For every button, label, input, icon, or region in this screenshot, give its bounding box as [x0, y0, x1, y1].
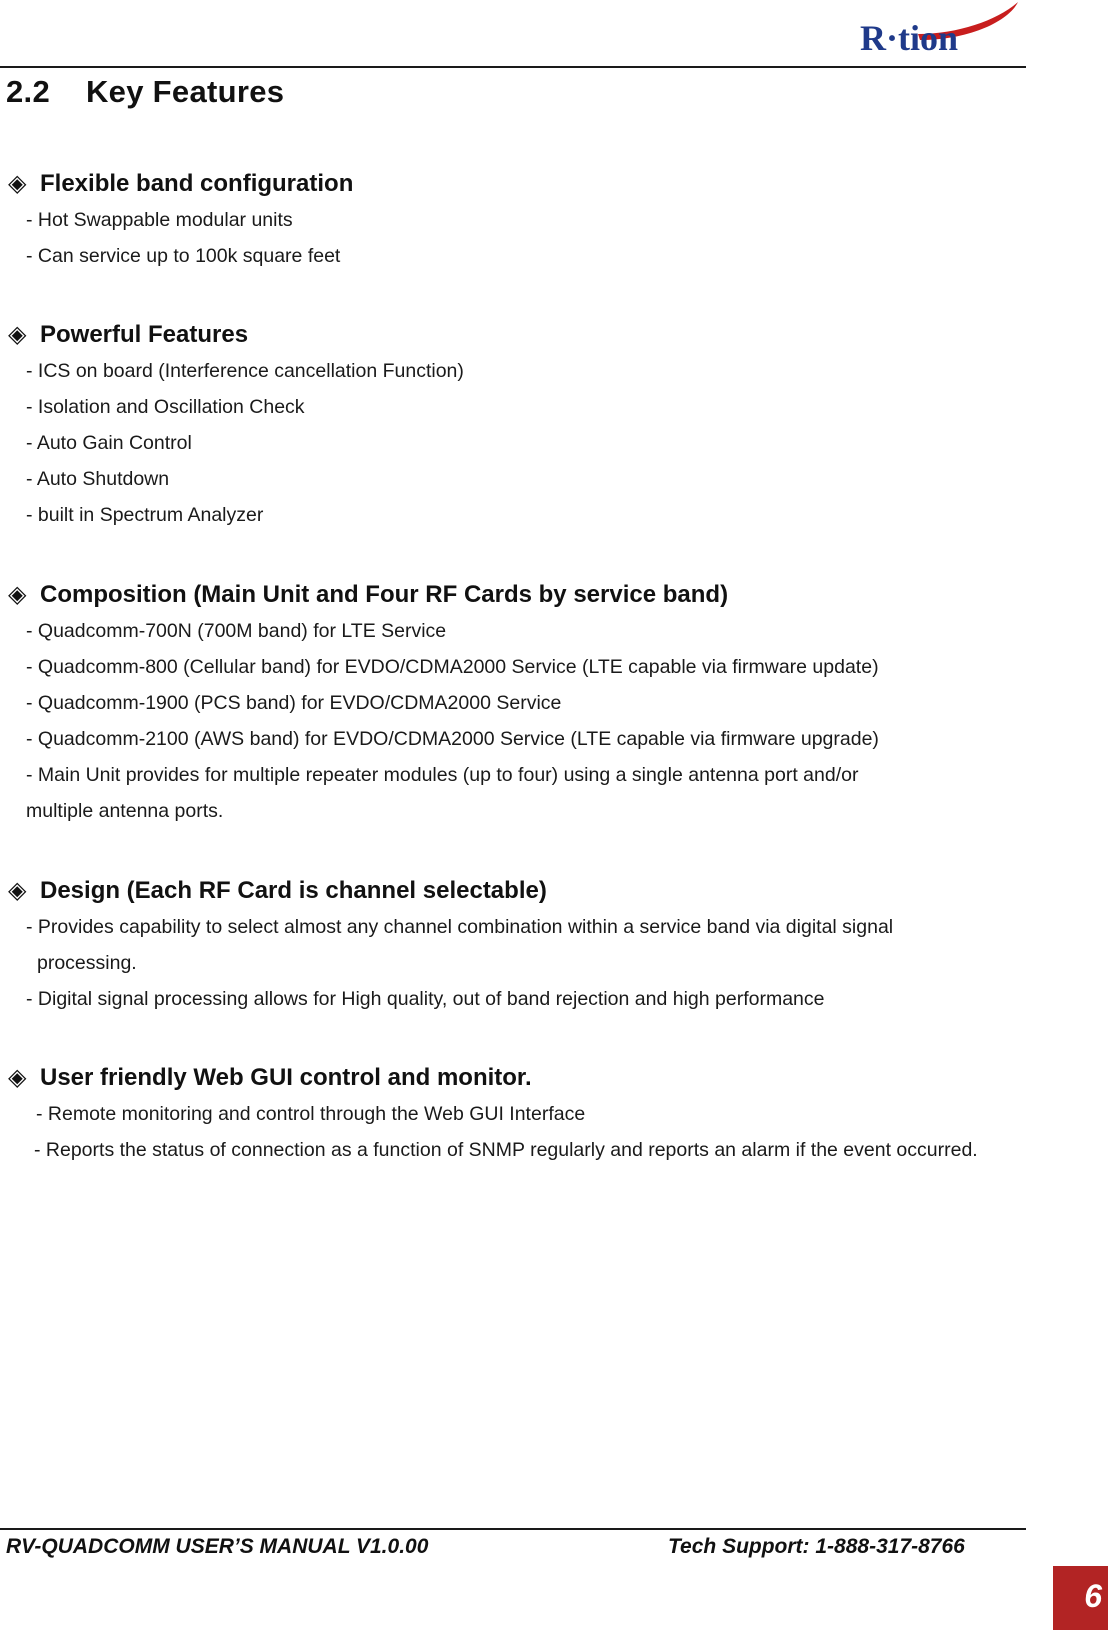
header-rule: [0, 66, 1026, 68]
feature-heading-text: Flexible band configuration: [40, 170, 354, 197]
list-item: - Reports the status of connection as a function of SNMP regularly and reports an alarm if the event occurred.: [34, 1139, 978, 1161]
section-number: 2.2: [6, 74, 50, 109]
list-item-continuation: multiple antenna ports.: [26, 800, 224, 822]
feature-composition: [8, 577, 1048, 829]
feature-heading-text: User friendly Web GUI control and monitor.: [40, 1064, 532, 1091]
feature-heading-text: Design (Each RF Card is channel selectable): [40, 877, 547, 904]
feature-web-gui: [8, 1060, 1048, 1168]
feature-flexible-band: [8, 166, 1048, 274]
list-item: - Auto Gain Control: [26, 432, 192, 454]
logo-text: R·tion: [860, 18, 959, 58]
list-item: - Quadcomm-700N (700M band) for LTE Service: [26, 620, 447, 642]
diamond-bullet-icon: ◈: [8, 581, 27, 608]
list-item: - Remote monitoring and control through the Web GUI Interface: [36, 1103, 586, 1125]
list-item: - Provides capability to select almost any channel combination within a service band via digital signal: [26, 916, 894, 938]
rtion-logo-icon: [858, 0, 1026, 62]
feature-heading: [8, 166, 1048, 202]
list-item: - Quadcomm-800 (Cellular band) for EVDO/CDMA2000 Service (LTE capable via firmware update): [26, 656, 879, 678]
list-item-continuation: processing.: [37, 952, 137, 974]
list-item: - Main Unit provides for multiple repeater modules (up to four) using a single antenna port and/or: [26, 764, 859, 786]
list-item: - Digital signal processing allows for High quality, out of band rejection and high performance: [26, 988, 825, 1010]
list-item: - Auto Shutdown: [26, 468, 170, 490]
list-item: - built in Spectrum Analyzer: [26, 504, 264, 526]
diamond-bullet-icon: ◈: [8, 321, 27, 348]
feature-heading: [8, 873, 1048, 909]
feature-heading: [8, 577, 1048, 613]
diamond-bullet-icon: ◈: [8, 170, 27, 197]
feature-heading: [8, 1060, 1048, 1096]
list-item: - ICS on board (Interference cancellation Function): [26, 360, 464, 382]
feature-heading-text: Powerful Features: [40, 321, 249, 348]
feature-design: [8, 873, 1048, 1017]
feature-heading: [8, 317, 1048, 353]
list-item: - Isolation and Oscillation Check: [26, 396, 305, 418]
tech-support: Tech Support: 1-888-317-8766: [668, 1535, 965, 1558]
section-heading: Key Features: [86, 74, 285, 109]
list-item: - Hot Swappable modular units: [26, 209, 293, 231]
company-logo: [858, 0, 1026, 62]
footer-rule: [0, 1528, 1026, 1530]
page-number: 6: [1053, 1566, 1108, 1630]
manual-title: RV-QUADCOMM USER’S MANUAL V1.0.00: [6, 1535, 429, 1558]
diamond-bullet-icon: ◈: [8, 877, 27, 904]
list-item: - Quadcomm-1900 (PCS band) for EVDO/CDMA2000 Service: [26, 692, 562, 714]
list-item: - Can service up to 100k square feet: [26, 245, 341, 267]
feature-powerful: [8, 317, 1048, 533]
diamond-bullet-icon: ◈: [8, 1064, 27, 1091]
section-title: [6, 74, 284, 110]
feature-heading-text: Composition (Main Unit and Four RF Cards by service band): [40, 581, 729, 608]
list-item: - Quadcomm-2100 (AWS band) for EVDO/CDMA2000 Service (LTE capable via firmware upgrade): [26, 728, 879, 750]
